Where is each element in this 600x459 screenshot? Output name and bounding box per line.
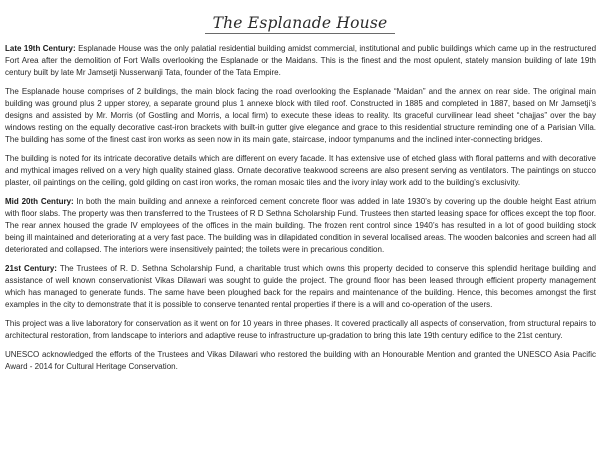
paragraph-text: The Trustees of R. D. Sethna Scholarship Fund, a charitable trust which owns this property decided to conserve this splendid heritage building and assistance of well known conservationist Vikas Dilawari was sought to guide the project. The ground floor has been leased through efficient property management which has managed to generate funds. The same have been ploughed back for the repairs and maintenance of the building. Hence, this becomes amongst the first examples in the city to demonstrate that it is possible to conserve tenanted rental properties if there is a will and co-operation of the users. <box>5 263 597 310</box>
paragraph-unesco-award <box>5 349 596 373</box>
paragraph-live-laboratory <box>5 318 596 342</box>
paragraph-building-description <box>5 86 596 146</box>
paragraph-decorative-details <box>5 153 596 189</box>
paragraph-text: The building is noted for its intricate decorative details which are different on every facade. It has extensive use of etched glass with floral patterns and with decorative and mythical images relived on a very high quality stained glass. Ornate decorative teakwood screens are also present serving as ventilators. The paintings on stucco plaster, oil paintings on the ceiling, gold gilding on cast iron works, the roman mosaic tiles and the ivory inlay work add to the building’s exclusivity. <box>5 153 596 188</box>
article-body <box>5 43 596 379</box>
paragraph-21st-century <box>5 263 596 311</box>
paragraph-lead: Late 19th Century: <box>5 44 76 53</box>
paragraph-text: Esplanade House was the only palatial residential building amidst commercial, institutional and public buildings which came up in the restructured Fort Area after the demolition of Fort Walls overlooking the Esplanade or the Maidans. This is the finest and the most opulent, stately mansion building of late 19th century built by late Mr Jamsetji Nusserwanji Tata, founder of the Tata Empire. <box>5 44 597 78</box>
paragraph-lead: 21st Century: <box>5 263 57 273</box>
paragraph-text: In both the main building and annexe a reinforced cement concrete floor was added in late 1930’s by covering up the double height East atrium with floor slabs. The property was then transferred to the Trustees of R D Sethna Scholarship Fund. Trustees then started leasing space for offices except the top floor. The rear annex housed the grade IV employees of the offices in the main building. The frozen rent control since 1940’s has resulted in a lot of good building stock being ill maintained and deteriorating at a very fast pace. The building was in dilapidated condition in several localised areas. The wooden balconies and screen had all deteriorated and collapsed. The interiors were insensitively painted; the toilets were in precarious condition. <box>5 196 597 255</box>
title-area <box>0 14 600 34</box>
paragraph-text: The Esplanade house comprises of 2 buildings, the main block facing the road overlooking the Esplanade “Maidan” and the annex on rear side. The original main building was ground plus 2 upper storey, a separate ground plus 1 annexe block with tiled roof. Constructed in 1885 and completed in 1887, based on Mr Jamsetji’s designs and assisted by Mr. Morris (of Gostling and Morris, a local firm) to execute these ideas to reality. Its graceful curvilinear lead sheet “chajjas” over the bay windows resting on the equally decorative cast-iron brackets with built-in gutter give elegance and grace to this residential structure reminding one of a Parisian Villa. The building has some of the finest cast iron works as seen now in its main gate, staircase, indoor tympanums and the inclined inter-connecting bridges. <box>5 86 596 145</box>
paragraph-mid-20th-century <box>5 196 596 256</box>
paragraph-lead: Mid 20th Century: <box>5 196 74 206</box>
paragraph-text: This project was a live laboratory for conservation as it went on for 10 years in three phases. It covered practically all aspects of conservation, from structural repairs to architectural restoration, from landscape to interiors and adaptive reuse to infrastructure up-gradation to bring this late 19th century edifice to the 21st century. <box>5 318 596 340</box>
page-title: The Esplanade House <box>205 14 396 34</box>
paragraph-text: UNESCO acknowledged the efforts of the Trustees and Vikas Dilawari who restored the building with an Honourable Mention and granted the UNESCO Asia Pacific Award - 2014 for Cultural Heritage Conservation. <box>5 349 596 371</box>
paragraph-late-19th-century <box>5 43 596 79</box>
